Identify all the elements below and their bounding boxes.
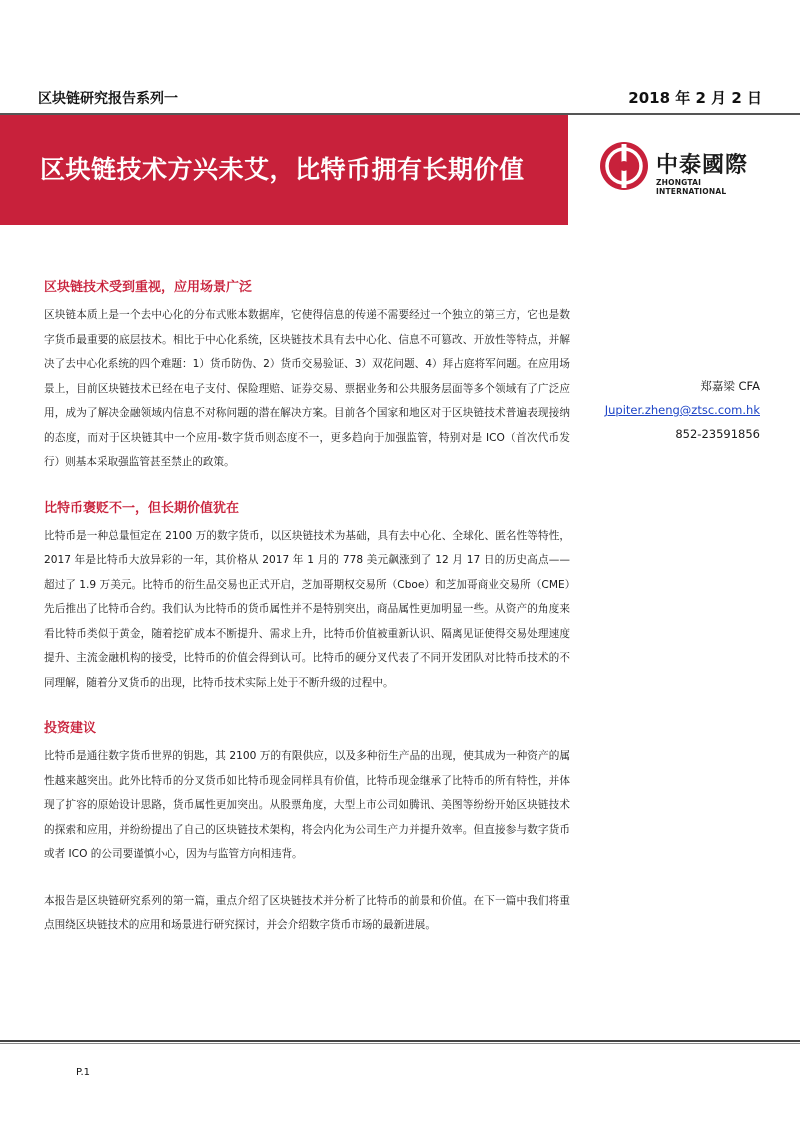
section-heading: 投资建议: [44, 721, 97, 736]
report-body: [44, 276, 570, 938]
section-blockchain: [44, 276, 570, 475]
closing-paragraph: 本报告是区块链研究系列的第一篇，重点介绍了区块链技术并分析了比特币的前景和价值。在下一篇中我们将重点围绕区块链技术的应用和场景进行研究探讨，并会介绍数字货币市场的最新进展。: [44, 894, 570, 931]
logo-name-en: ZHONGTAI INTERNATIONAL: [656, 178, 727, 196]
company-logo: [598, 140, 768, 200]
footer-divider-thin: [0, 1043, 800, 1044]
section-heading: 区块链技术受到重视，应用场景广泛: [44, 280, 253, 295]
analyst-name: 郑嘉梁 CFA: [700, 379, 760, 393]
section-heading: 比特币褒贬不一，但长期价值犹在: [44, 500, 240, 516]
section-paragraph: 区块链本质上是一个去中心化的分布式账本数据库，它使得信息的传递不需要经过一个独立的第三方，它也是数字货币最重要的底层技术。相比于中心化系统，区块链技术具有去中心化、信息不可篡改、开放性等特点，并解决了去中心化系统的四个难题：1）货币防伪、2）货币交易验证、3）双花问题、4）拜占庭将军问题。在应用场景上，目前区块链技术已经在电子支付、保险理赔、证券交易、票据业务和公共服务层面等多个领域有了广泛应用，成为了解决金融领域内信息不对称问题的潜在解决方案。目前各个国家和地区对于区块链技术普遍表现接纳的态度，而对于区块链其中一个应用-数字货币则态度不一，更多趋向于加强监管，特别对是 ICO（首次代币发行）则基本采取强监管甚至禁止的政策。: [44, 309, 570, 468]
analyst-email-link[interactable]: Jupiter.zheng@ztsc.com.hk: [604, 403, 760, 417]
analyst-phone: 852-23591856: [675, 427, 760, 441]
analyst-info: [560, 374, 760, 446]
section-investment: [44, 717, 570, 867]
section-paragraph: 比特币是一种总量恒定在 2100 万的数字货币，以区块链技术为基础，具有去中心化、全球化、匿名性等特性，2017 年是比特币大放异彩的一年，其价格从 2017 年 1 月的 778 美元飙涨到了 12 月 17 日的历史高点——超过了 1.9 万美元。比特币的衍生品交易也正式开启，芝加哥期权交易所（Cboe）和芝加哥商业交易所（CME）先后推出了比特币合约。我们认为比特币的货币属性并不是特别突出，商品属性更加明显一些。从资产的角度来看比特币类似于黄金，随着挖矿成本不断提升、需求上升，比特币价值被重新认识、隔离见证使得交易处理速度提升、主流金融机构的接受，比特币的价值会得到认可。比特币的硬分叉代表了不同开发团队对比特币技术的不同理解，随着分叉货币的出现，比特币技术实际上处于不断升级的过程中。: [44, 529, 570, 689]
page-title: 区块链技术方兴未艾，比特币拥有长期价值: [40, 155, 525, 184]
report-date: 2018 年 2 月 2 日: [628, 89, 762, 107]
report-series: 区块链研究报告系列一: [38, 91, 178, 107]
section-paragraph: 比特币是通往数字货币世界的钥匙，其 2100 万的有限供应，以及多种衍生产品的出现，使其成为一种资产的属性越来越突出。此外比特币的分叉货币如比特币现金同样具有价值，比特币现金继承了比特币的所有特性，并体现了扩容的原始设计思路，货币属性更加突出。从股票角度，大型上市公司如腾讯、美图等纷纷开始区块链技术的探索和应用，并纷纷提出了自己的区块链技术架构，将会内化为公司生产力并提升效率。但直接参与数字货币或者 ICO 的公司要谨慎小心，因为与监管方向相违背。: [44, 750, 570, 860]
page-number: P.1: [76, 1067, 91, 1078]
footer-divider: [0, 1040, 800, 1042]
logo-name-cn: 中泰國際: [656, 153, 749, 178]
zhongtai-logo-icon: [598, 140, 650, 192]
section-bitcoin: [44, 497, 570, 696]
